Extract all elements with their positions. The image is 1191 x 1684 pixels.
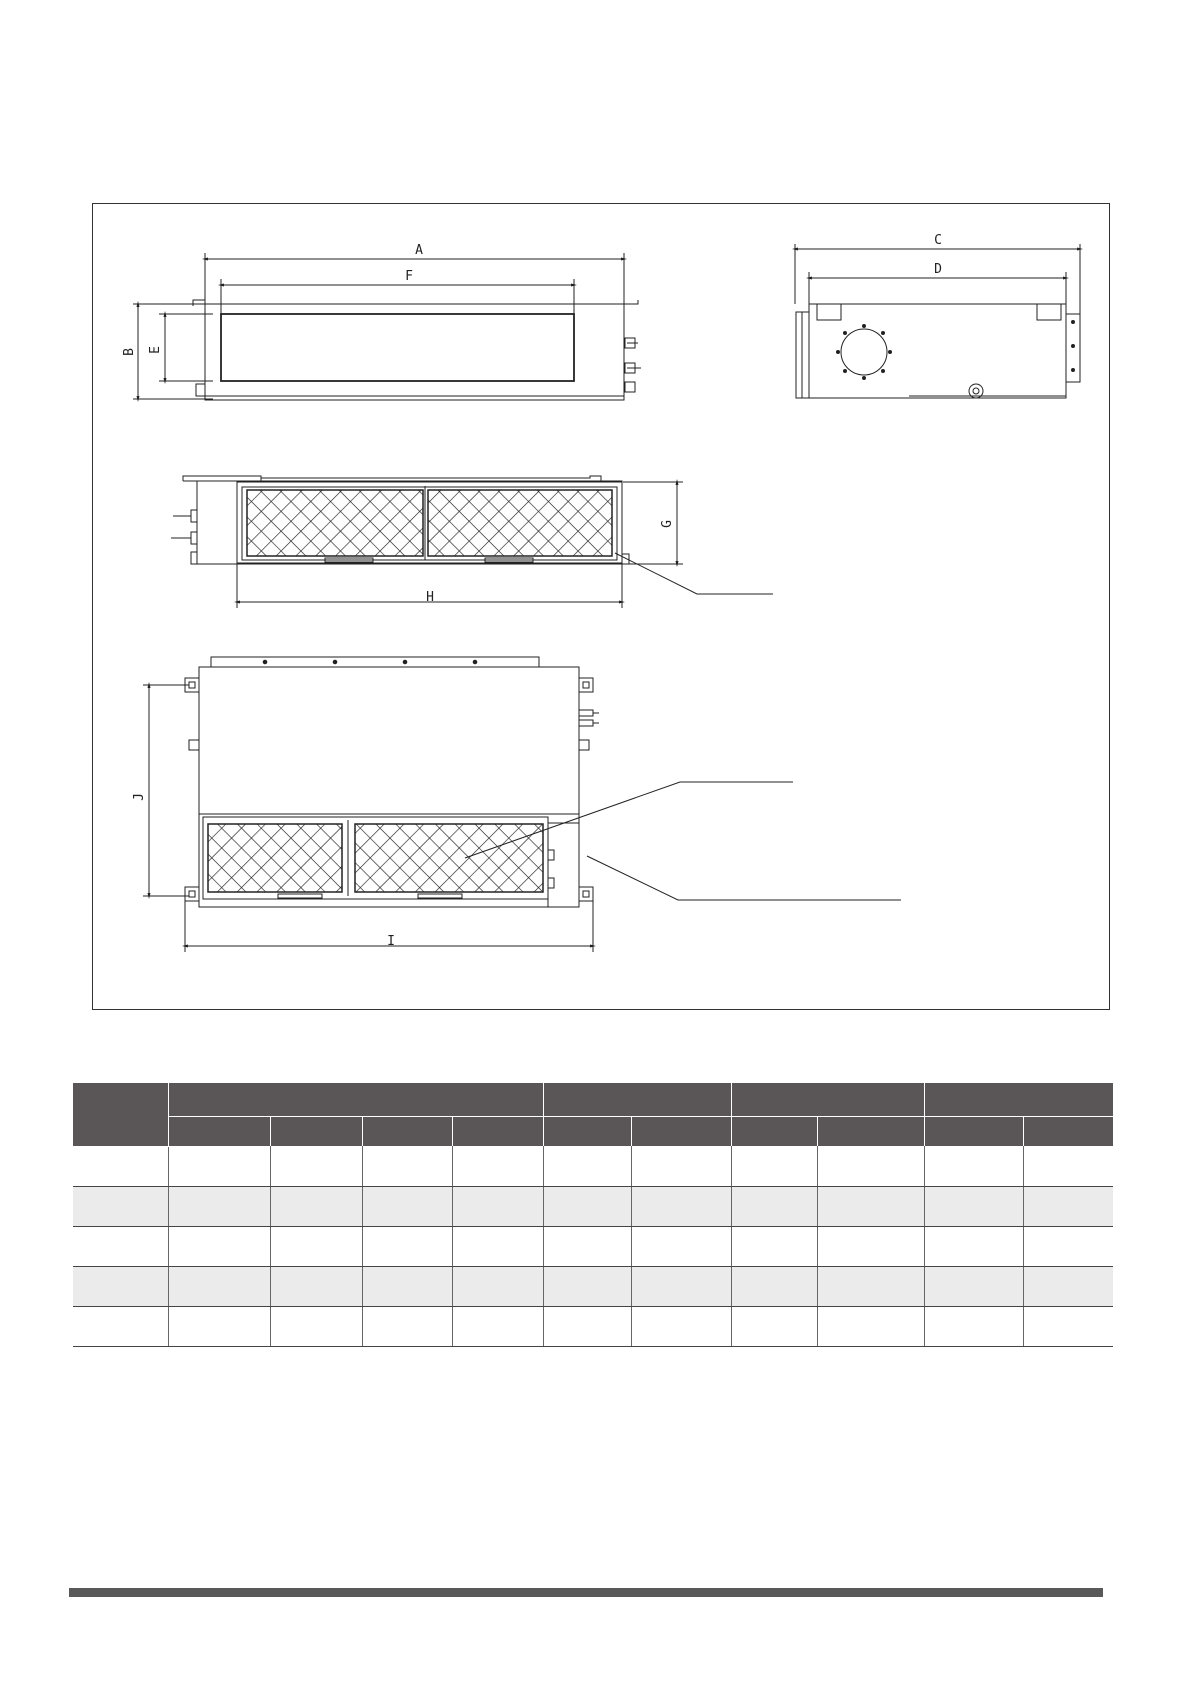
table-cell <box>543 1146 631 1186</box>
table-cell <box>362 1186 452 1226</box>
table-cell <box>543 1186 631 1226</box>
table-cell <box>731 1186 817 1226</box>
table-header-group <box>731 1083 924 1117</box>
table-cell <box>731 1226 817 1266</box>
table-cell <box>168 1146 270 1186</box>
table-cell <box>73 1186 168 1226</box>
dimension-label-c: C <box>934 233 942 248</box>
table-cell <box>362 1266 452 1306</box>
technical-drawing-frame <box>92 203 1110 1010</box>
table-row <box>73 1266 1113 1306</box>
table-cell <box>270 1266 362 1306</box>
table-cell <box>452 1146 543 1186</box>
table-cell <box>817 1146 924 1186</box>
table-cell <box>452 1226 543 1266</box>
table-cell <box>817 1226 924 1266</box>
table-cell <box>631 1306 731 1346</box>
table-cell <box>1023 1306 1113 1346</box>
table-cell <box>924 1306 1023 1346</box>
table-header-cell <box>73 1083 168 1146</box>
table-row <box>73 1226 1113 1266</box>
table-cell <box>362 1306 452 1346</box>
table-cell <box>543 1226 631 1266</box>
table-cell <box>631 1146 731 1186</box>
dimension-drawing <box>93 204 1111 1011</box>
footer-bar <box>69 1588 1103 1597</box>
table-cell <box>362 1226 452 1266</box>
table-cell <box>543 1266 631 1306</box>
rear-view <box>171 476 773 608</box>
dimension-label-b: B <box>122 348 137 356</box>
table-header-group <box>543 1083 731 1117</box>
table-cell <box>731 1146 817 1186</box>
table-cell <box>817 1266 924 1306</box>
dimension-label-e: E <box>148 346 163 354</box>
dimension-label-i: I <box>387 934 395 949</box>
dimension-table <box>73 1083 1113 1347</box>
table-subheader-cell <box>924 1117 1023 1147</box>
table-cell <box>731 1266 817 1306</box>
table-subheader-cell <box>731 1117 817 1147</box>
table-cell <box>73 1266 168 1306</box>
front-view <box>133 253 641 400</box>
table-subheader-cell <box>631 1117 731 1147</box>
table-cell <box>270 1186 362 1226</box>
table-cell <box>1023 1146 1113 1186</box>
dimension-label-j: J <box>132 793 147 801</box>
table-cell <box>168 1226 270 1266</box>
table-cell <box>362 1146 452 1186</box>
dimension-label-a: A <box>415 243 423 258</box>
table-cell <box>168 1186 270 1226</box>
table-cell <box>73 1306 168 1346</box>
table-cell <box>452 1266 543 1306</box>
table-cell <box>270 1306 362 1346</box>
table-cell <box>270 1226 362 1266</box>
table-cell <box>731 1306 817 1346</box>
table-cell <box>924 1186 1023 1226</box>
table-row <box>73 1306 1113 1346</box>
table-subheader-cell <box>270 1117 362 1147</box>
table-cell <box>631 1226 731 1266</box>
table-cell <box>924 1146 1023 1186</box>
plan-view <box>143 657 901 952</box>
dimension-label-h: H <box>426 590 434 605</box>
table-header-group <box>924 1083 1113 1117</box>
table-cell <box>270 1146 362 1186</box>
table-row <box>73 1146 1113 1186</box>
table-row <box>73 1186 1113 1226</box>
table-cell <box>924 1266 1023 1306</box>
table-cell <box>1023 1186 1113 1226</box>
table-cell <box>543 1306 631 1346</box>
dimension-label-f: F <box>405 269 413 284</box>
table-cell <box>817 1306 924 1346</box>
table-cell <box>817 1186 924 1226</box>
table-cell <box>73 1226 168 1266</box>
table-subheader-cell <box>452 1117 543 1147</box>
table-cell <box>452 1306 543 1346</box>
table-header-row <box>73 1083 1113 1117</box>
table-cell <box>168 1266 270 1306</box>
table-cell <box>631 1266 731 1306</box>
table-subheader-cell <box>168 1117 270 1147</box>
dimension-label-g: G <box>660 520 675 528</box>
table-cell <box>924 1226 1023 1266</box>
table-subheader-row <box>73 1117 1113 1147</box>
table-subheader-cell <box>817 1117 924 1147</box>
dimension-label-d: D <box>934 262 942 277</box>
table-subheader-cell <box>1023 1117 1113 1147</box>
table-header-group <box>168 1083 543 1117</box>
table-cell <box>631 1186 731 1226</box>
table-subheader-cell <box>362 1117 452 1147</box>
table-cell <box>1023 1226 1113 1266</box>
table-cell <box>73 1146 168 1186</box>
table-body <box>73 1146 1113 1346</box>
table-cell <box>168 1306 270 1346</box>
table-cell <box>452 1186 543 1226</box>
table-cell <box>1023 1266 1113 1306</box>
table-subheader-cell <box>543 1117 631 1147</box>
